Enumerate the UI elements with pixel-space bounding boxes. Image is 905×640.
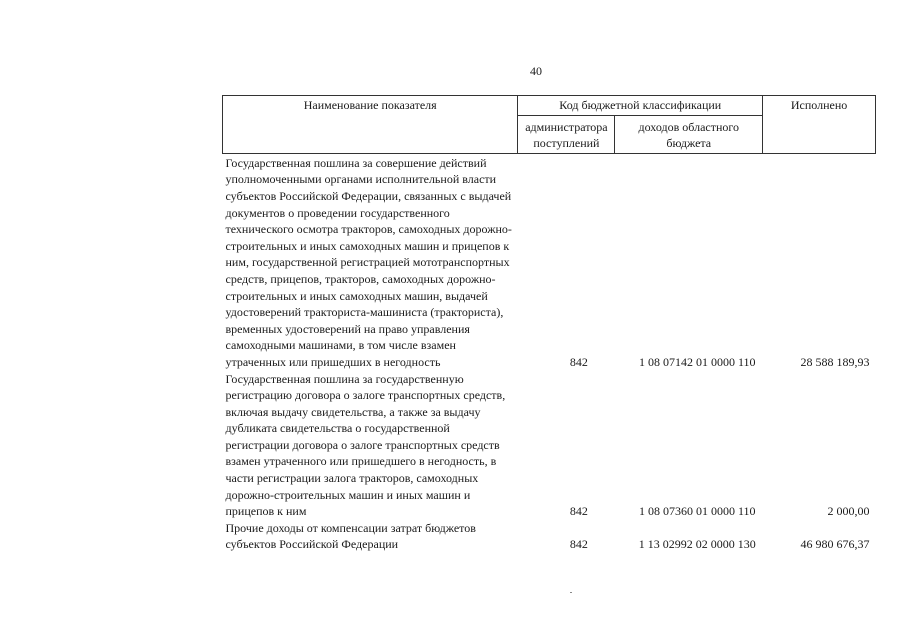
row-name: Государственная пошлина за совершение действий уполномоченными органами исполнительной власти субъектов Российской Федерации, связанных с выдачей документов о проведении государственного технического осмотра тракторов, самоходных дорожно-строительных и иных самоходных машин и прицепов к ним, государственной регистрацией мототранспортных средств, прицепов, тракторов, самоходных дорожно-строительных и иных самоходных машин, выдачей удостоверений тракториста-машиниста (тракториста), временных удостоверений на право управления самоходными машинами, в том числе взамен утраченных или пришедших в негодность: [225, 155, 512, 369]
row-executed-value: 46 980 676,37: [800, 537, 870, 552]
row-admin-code: 842: [569, 504, 588, 519]
scan-speck: [570, 592, 572, 593]
page-number: 40: [530, 64, 542, 78]
row-name: Прочие доходы от компенсации затрат бюджетов субъектов Российской Федерации: [225, 520, 476, 552]
table-row: [223, 153, 876, 370]
row-executed-value: 28 588 189,93: [800, 354, 870, 369]
header-executed: Исполнено: [763, 96, 876, 154]
row-admin-code: 842: [569, 537, 588, 552]
row-income-code: 1 08 07360 01 0000 110: [638, 504, 756, 519]
row-admin-code: 842: [569, 354, 588, 369]
header-name: Наименование показателя: [223, 96, 518, 154]
budget-table: [222, 95, 876, 553]
table-header: [223, 96, 876, 154]
row-name: Государственная пошлина за государственную регистрацию договора о залоге транспортных средств, включая выдачу свидетельства, а также за выдачу дубликата свидетельства о государственной регистрации договора о залоге транспортных средств взамен утраченного или пришедшего в негодность, в части регистрации залога тракторов, самоходных дорожно-строительных машин и иных машин и прицепов к ним: [225, 371, 506, 519]
header-admin: администратора поступлений: [518, 115, 615, 153]
row-executed-value: 2 000,00: [827, 504, 870, 519]
table-row: [223, 520, 876, 553]
row-income-code: 1 13 02992 02 0000 130: [638, 537, 756, 552]
row-income-code: 1 08 07142 01 0000 110: [638, 354, 756, 369]
table-row: [223, 371, 876, 520]
table-body: [223, 153, 876, 553]
header-income: доходов областного бюджета: [615, 115, 763, 153]
header-code-group: Код бюджетной классификации: [518, 96, 763, 116]
